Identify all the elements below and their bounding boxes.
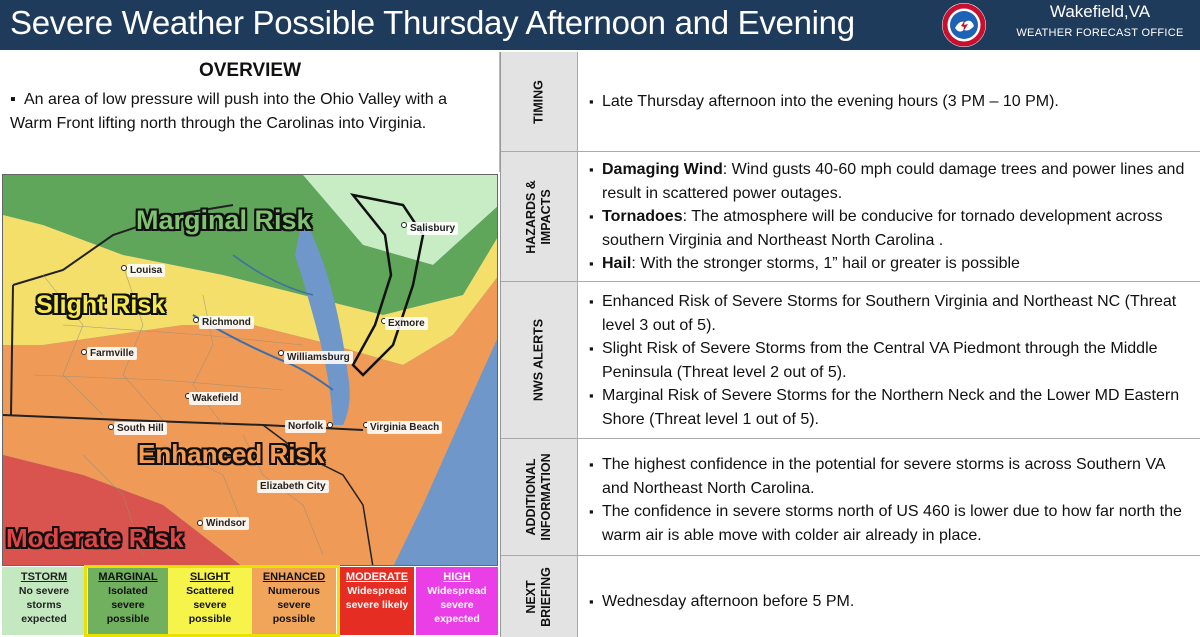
row-label-timing <box>501 52 578 151</box>
overview-body: An area of low pressure will push into the Ohio Valley with a Warm Front lifting north through the Carolinas into Virginia. <box>10 91 448 132</box>
legend-line: possible <box>106 613 150 625</box>
risk-legend <box>0 565 500 637</box>
city-norfolk: Norfolk <box>285 420 326 433</box>
row-alerts <box>501 282 1200 439</box>
legend-title: TSTORM <box>20 571 68 583</box>
hazard-wind-text: : Wind gusts 40-60 mph could damage trees and power lines and result in scattered power outages. <box>602 161 1185 202</box>
list-item: ▪ Enhanced Risk of Severe Storms for Southern Virginia and Northeast NC (Threat level 3 out of 5). <box>589 290 1193 337</box>
row-label-line: ADDITIONAL <box>524 458 538 536</box>
legend-title: HIGH <box>443 571 471 583</box>
legend-line: storms <box>26 599 62 611</box>
legend-line: severe likely <box>345 599 409 611</box>
city-farmville: Farmville <box>87 347 137 360</box>
office-name: WEATHER FORECAST OFFICE <box>1016 27 1184 39</box>
legend-title: SLIGHT <box>189 571 231 583</box>
row-label-line: IMPACTS <box>539 188 553 245</box>
legend-line: expected <box>21 613 67 625</box>
info-table <box>500 52 1200 637</box>
list-item: ▪ Wednesday afternoon before 5 PM. <box>589 590 1193 614</box>
hazard-hail-text: : With the stronger storms, 1” hail or greater is possible <box>631 255 1020 272</box>
marginal-risk-label: Marginal Risk <box>136 205 312 235</box>
list-item: ▪ The confidence in severe storms north of US 460 is lower due to how far north the warm air is able move with colder air already in place. <box>589 500 1193 547</box>
list-item: ▪ Marginal Risk of Severe Storms for the Northern Neck and the Lower MD Eastern Shore (Threat level 1 out of 5). <box>589 384 1193 431</box>
office-location: Wakefield,VA <box>1049 2 1151 21</box>
legend-line: severe <box>111 599 145 611</box>
legend-line: Widespread <box>347 585 407 597</box>
legend-slight <box>168 567 252 635</box>
list-item <box>589 158 1193 205</box>
list-item: ▪ Slight Risk of Severe Storms from the Central VA Piedmont through the Middle Peninsula (Threat level 2 out of 5). <box>589 337 1193 384</box>
hazard-tornado-text: : The atmosphere will be conducive for tornado development across southern Virginia and Northeast North Carolina . <box>602 208 1163 249</box>
overview-panel <box>0 52 500 172</box>
list-item <box>589 252 1193 276</box>
legend-line: Scattered <box>186 585 234 597</box>
legend-line: Widespread <box>427 585 487 597</box>
overview-title: OVERVIEW <box>198 60 302 81</box>
legend-line: expected <box>434 613 480 625</box>
city-exmore: Exmore <box>385 317 428 330</box>
city-elizabeth-city: Elizabeth City <box>257 480 329 493</box>
legend-line: severe <box>440 599 474 611</box>
row-body-hazards <box>589 158 1193 276</box>
row-timing <box>501 52 1200 152</box>
city-richmond: Richmond <box>199 316 254 329</box>
row-label-hazards <box>501 152 578 281</box>
legend-line: No severe <box>18 585 70 597</box>
slight-risk-label: Slight Risk <box>36 291 166 319</box>
legend-enhanced <box>252 567 336 635</box>
city-marker <box>327 422 333 428</box>
legend-title: ENHANCED <box>262 571 326 583</box>
city-salisbury: Salisbury <box>407 222 458 235</box>
row-body-briefing <box>589 590 1193 614</box>
legend-high <box>416 567 498 635</box>
legend-moderate <box>340 567 414 635</box>
nws-logo-icon <box>941 2 987 48</box>
row-label-text <box>524 453 554 540</box>
city-virginia-beach: Virginia Beach <box>367 421 442 434</box>
row-additional <box>501 439 1200 556</box>
row-label-alerts <box>501 282 578 438</box>
row-label-text: NWS ALERTS <box>531 318 546 402</box>
row-briefing <box>501 556 1200 637</box>
list-item <box>589 205 1193 252</box>
city-williamsburg: Williamsburg <box>284 351 353 364</box>
hazard-wind-label: Damaging Wind <box>602 161 723 178</box>
enhanced-risk-label: Enhanced Risk <box>138 439 325 469</box>
row-label-text: TIMING <box>531 79 546 124</box>
risk-map <box>2 174 498 566</box>
row-label-line: INFORMATION <box>539 453 553 541</box>
list-item: ▪ Late Thursday afternoon into the evening hours (3 PM – 10 PM). <box>589 90 1193 114</box>
legend-tstorm <box>2 567 86 635</box>
page-title: Severe Weather Possible Thursday Afternoon and Evening <box>10 4 855 41</box>
legend-line: severe <box>277 599 311 611</box>
row-label-text <box>524 180 554 254</box>
header-bar <box>0 0 1200 50</box>
row-hazards <box>501 152 1200 282</box>
list-item: ▪ The highest confidence in the potential for severe storms is across Southern VA and Northeast North Carolina. <box>589 453 1193 500</box>
city-louisa: Louisa <box>127 264 165 277</box>
legend-line: Isolated <box>108 585 148 597</box>
legend-title: MODERATE <box>345 571 409 583</box>
row-body-additional <box>589 453 1193 547</box>
legend-line: severe <box>193 599 227 611</box>
legend-marginal <box>88 567 168 635</box>
hazard-hail-label: Hail <box>602 255 632 272</box>
hazard-tornado-label: Tornadoes <box>602 208 683 225</box>
row-label-line: HAZARDS & <box>524 179 538 254</box>
row-label-briefing <box>501 556 578 637</box>
overview-text <box>10 88 490 136</box>
legend-line: possible <box>188 613 232 625</box>
bullet-icon: ▪ <box>10 91 16 108</box>
row-label-text <box>524 567 554 627</box>
row-label-additional <box>501 439 578 555</box>
row-body-timing <box>589 90 1193 114</box>
row-body-alerts <box>589 290 1193 431</box>
row-label-line: BRIEFING <box>539 566 553 627</box>
row-label-line: NEXT <box>524 579 538 614</box>
city-wakefield: Wakefield <box>189 392 241 405</box>
legend-line: Numerous <box>268 585 320 597</box>
legend-line: possible <box>272 613 316 625</box>
city-south-hill: South Hill <box>114 422 167 435</box>
city-windsor: Windsor <box>203 517 249 530</box>
legend-title: MARGINAL <box>98 571 158 583</box>
moderate-risk-label: Moderate Risk <box>6 523 184 553</box>
